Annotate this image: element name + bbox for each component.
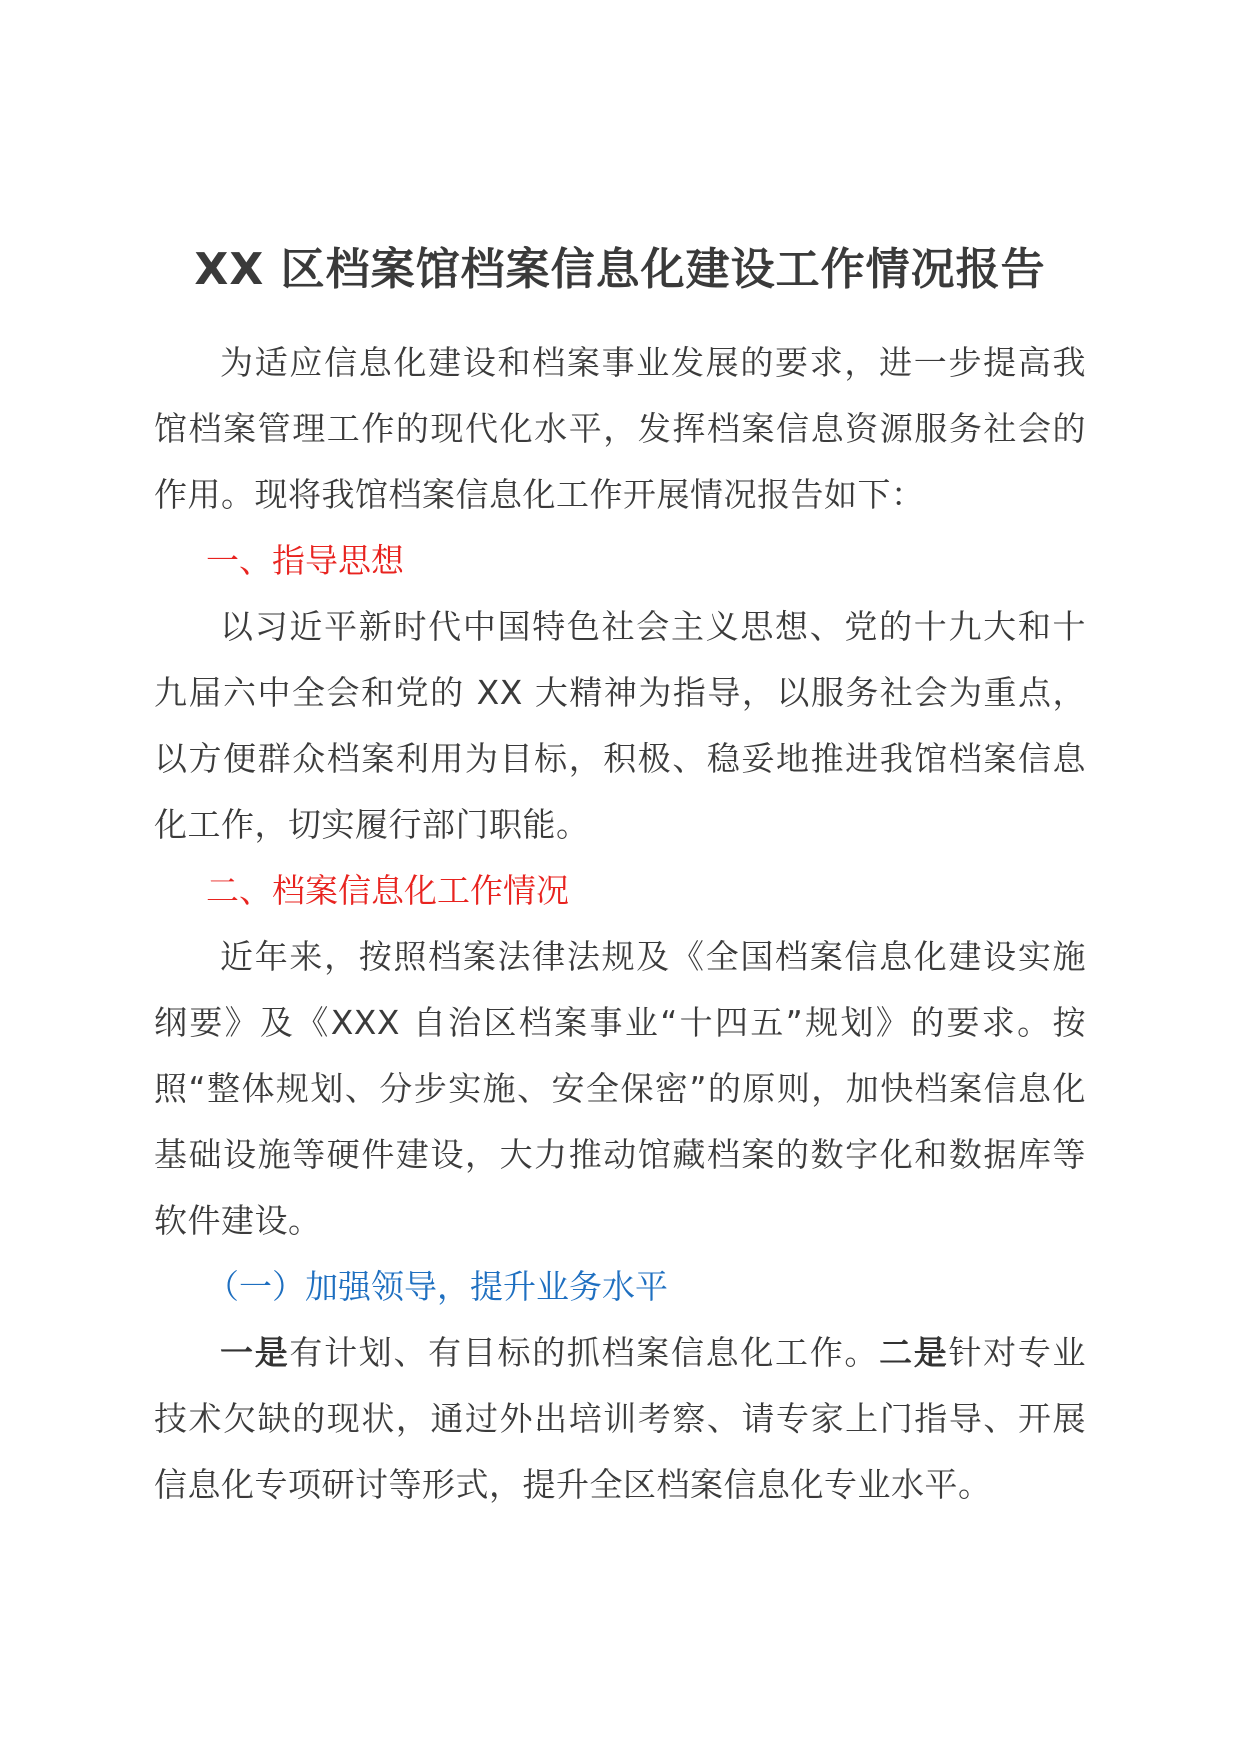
subsection1-text-first: 有计划、有目标的抓档案信息化工作。 bbox=[289, 1333, 880, 1372]
subsection1-bold-second: 二是 bbox=[879, 1333, 949, 1372]
section2-paragraph: 近年来，按照档案法律法规及《全国档案信息化建设实施纲要》及《XXX 自治区档案事业“十四五”规划》的要求。按照“整体规划、分步实施、安全保密”的原则，加快档案信息化基础设施等硬件建设，大力推动馆藏档案的数字化和数据库等软件建设。 bbox=[154, 937, 1086, 1240]
section2-heading: 二、档案信息化工作情况 bbox=[206, 871, 569, 910]
subsection1-paragraph bbox=[154, 1320, 1086, 1518]
section1-paragraph: 以习近平新时代中国特色社会主义思想、党的十九大和十九届六中全会和党的 XX 大精神为指导，以服务社会为重点，以方便群众档案利用为目标，积极、稳妥地推进我馆档案信息化工作，切实履行部门职能。 bbox=[154, 607, 1086, 844]
intro-paragraph: 为适应信息化建设和档案事业发展的要求，进一步提高我馆档案管理工作的现代化水平，发挥档案信息资源服务社会的作用。现将我馆档案信息化工作开展情况报告如下： bbox=[154, 343, 1086, 514]
subsection1-heading: （一）加强领导，提升业务水平 bbox=[206, 1267, 668, 1306]
document-title: XX 区档案馆档案信息化建设工作情况报告 bbox=[194, 244, 1046, 295]
subsection1-text-second: 针对专业技术欠缺的现状，通过外出培训考察、请专家上门指导、开展信息化专项研讨等形式，提升全区档案信息化专业水平。 bbox=[154, 1333, 1086, 1504]
section1-heading: 一、指导思想 bbox=[206, 541, 404, 580]
subsection1-bold-first: 一是 bbox=[220, 1333, 290, 1372]
